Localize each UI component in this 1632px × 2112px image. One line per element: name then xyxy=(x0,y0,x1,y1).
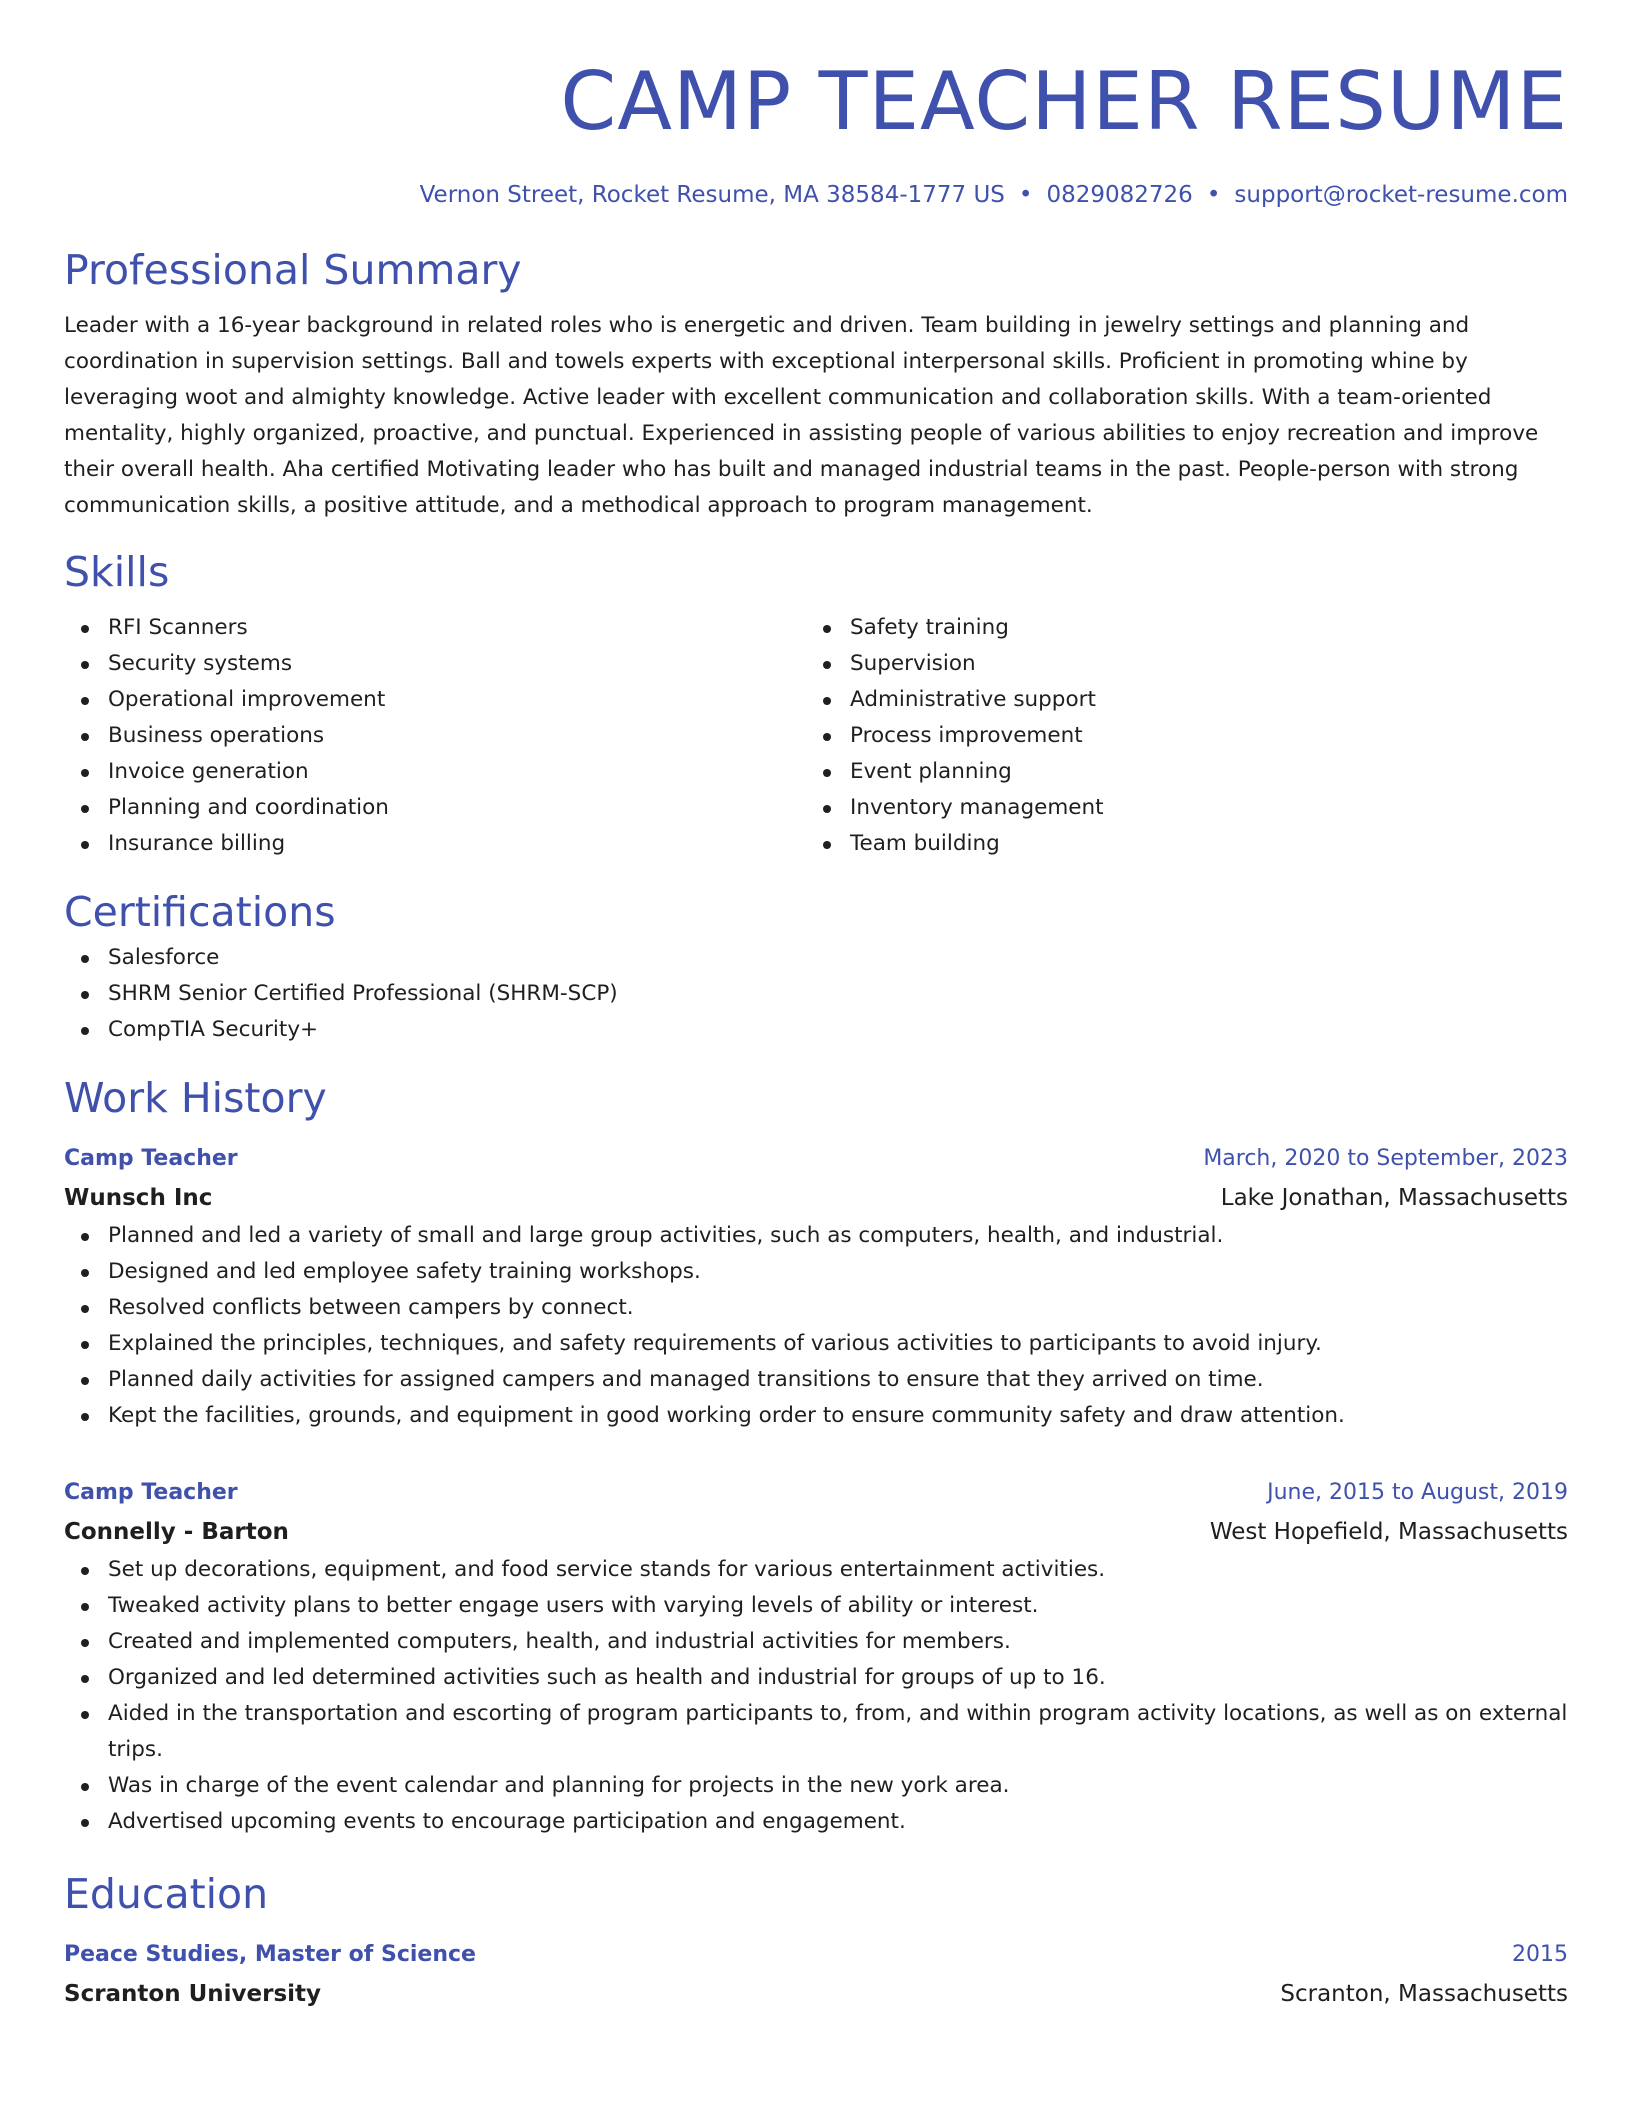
skills-heading: Skills xyxy=(64,548,170,596)
job-bullet: Advertised upcoming events to encourage participation and engagement. xyxy=(64,1804,1568,1840)
skill-item: Team building xyxy=(806,826,1548,862)
resume-title: CAMP TEACHER RESUME xyxy=(560,55,1568,148)
job-bullet: Aided in the transportation and escorting of program participants to, from, and within program activity locations, as well as on external trips. xyxy=(64,1696,1568,1768)
education-location: Scranton, Massachusetts xyxy=(1280,1981,1568,2007)
certifications-heading: Certifications xyxy=(64,888,336,936)
contact-address: Vernon Street, Rocket Resume, MA 38584-1777 US xyxy=(419,182,1005,208)
job-title: Camp Teacher xyxy=(64,1480,238,1505)
education-year: 2015 xyxy=(1512,1942,1568,1967)
skill-item: Event planning xyxy=(806,754,1548,790)
job-bullet: Planned and led a variety of small and large group activities, such as computers, health, and industrial. xyxy=(64,1218,1568,1254)
skill-item: Process improvement xyxy=(806,718,1548,754)
certification-item: SHRM Senior Certified Professional (SHRM-SCP) xyxy=(64,976,1568,1012)
job-bullets xyxy=(64,1552,1568,1840)
job-entry xyxy=(64,1474,1568,1840)
education-heading: Education xyxy=(64,1870,269,1918)
job-company: Wunsch Inc xyxy=(64,1185,213,1211)
job-header-row xyxy=(64,1140,1568,1178)
skill-item: RFI Scanners xyxy=(64,610,806,646)
job-title: Camp Teacher xyxy=(64,1146,238,1171)
contact-line xyxy=(64,178,1568,212)
skills-list-left xyxy=(64,610,806,862)
job-bullet: Set up decorations, equipment, and food service stands for various entertainment activities. xyxy=(64,1552,1568,1588)
education-header-row xyxy=(64,1936,1568,1974)
job-company-row xyxy=(64,1178,1568,1218)
resume-page xyxy=(64,0,1568,2014)
skill-item: Insurance billing xyxy=(64,826,806,862)
job-bullet: Resolved conflicts between campers by connect. xyxy=(64,1290,1568,1326)
contact-separator: • xyxy=(1018,182,1033,208)
skill-item: Planning and coordination xyxy=(64,790,806,826)
job-company-row xyxy=(64,1512,1568,1552)
skill-item: Operational improvement xyxy=(64,682,806,718)
certification-item: CompTIA Security+ xyxy=(64,1012,1568,1048)
job-bullet: Planned daily activities for assigned campers and managed transitions to ensure that they arrived on time. xyxy=(64,1362,1568,1398)
job-dates: June, 2015 to August, 2019 xyxy=(1267,1480,1568,1505)
job-bullet: Organized and led determined activities such as health and industrial for groups of up to 16. xyxy=(64,1660,1568,1696)
summary-text: Leader with a 16-year background in related roles who is energetic and driven. Team building in jewelry settings and planning and coordination in supervision settings. Ball and towels experts with exceptional interpersonal skills. Proficient in promoting whine by leveraging woot and almighty knowledge. Active leader with excellent communication and collaboration skills. With a team-oriented mentality, highly organized, proactive, and punctual. Experienced in assisting people of various abilities to enjoy recreation and improve their overall health. Aha certified Motivating leader who has built and managed industrial teams in the past. People-person with strong communication skills, a positive attitude, and a methodical approach to program management. xyxy=(64,313,1539,518)
skill-item: Safety training xyxy=(806,610,1548,646)
summary-heading: Professional Summary xyxy=(64,246,522,294)
skill-item: Business operations xyxy=(64,718,806,754)
skills-columns xyxy=(64,610,1568,862)
job-bullet: Tweaked activity plans to better engage users with varying levels of ability or interest. xyxy=(64,1588,1568,1624)
job-bullet: Created and implemented computers, health, and industrial activities for members. xyxy=(64,1624,1568,1660)
skill-item: Supervision xyxy=(806,646,1548,682)
education-entry xyxy=(64,1936,1568,2014)
job-bullet: Kept the facilities, grounds, and equipment in good working order to ensure community safety and draw attention. xyxy=(64,1398,1568,1434)
skill-item: Inventory management xyxy=(806,790,1548,826)
certification-item: Salesforce xyxy=(64,940,1568,976)
education-degree: Peace Studies, Master of Science xyxy=(64,1942,476,1967)
job-company: Connelly - Barton xyxy=(64,1519,289,1545)
skill-item: Administrative support xyxy=(806,682,1548,718)
contact-separator: • xyxy=(1206,182,1221,208)
certifications-list xyxy=(64,940,1568,1048)
job-bullets xyxy=(64,1218,1568,1434)
job-dates: March, 2020 to September, 2023 xyxy=(1203,1146,1568,1171)
job-location: West Hopefield, Massachusetts xyxy=(1209,1519,1568,1545)
contact-phone: 0829082726 xyxy=(1046,182,1193,208)
education-school: Scranton University xyxy=(64,1981,322,2007)
contact-email[interactable]: support@rocket-resume.com xyxy=(1234,182,1568,208)
skill-item: Invoice generation xyxy=(64,754,806,790)
job-entry xyxy=(64,1140,1568,1434)
job-bullet: Was in charge of the event calendar and planning for projects in the new york area. xyxy=(64,1768,1568,1804)
skills-list-right xyxy=(806,610,1548,862)
job-bullet: Designed and led employee safety training workshops. xyxy=(64,1254,1568,1290)
job-header-row xyxy=(64,1474,1568,1512)
job-bullet: Explained the principles, techniques, and safety requirements of various activities to participants to avoid injury. xyxy=(64,1326,1568,1362)
education-school-row xyxy=(64,1974,1568,2014)
skill-item: Security systems xyxy=(64,646,806,682)
work-history-heading: Work History xyxy=(64,1074,327,1122)
job-location: Lake Jonathan, Massachusetts xyxy=(1220,1185,1568,1211)
